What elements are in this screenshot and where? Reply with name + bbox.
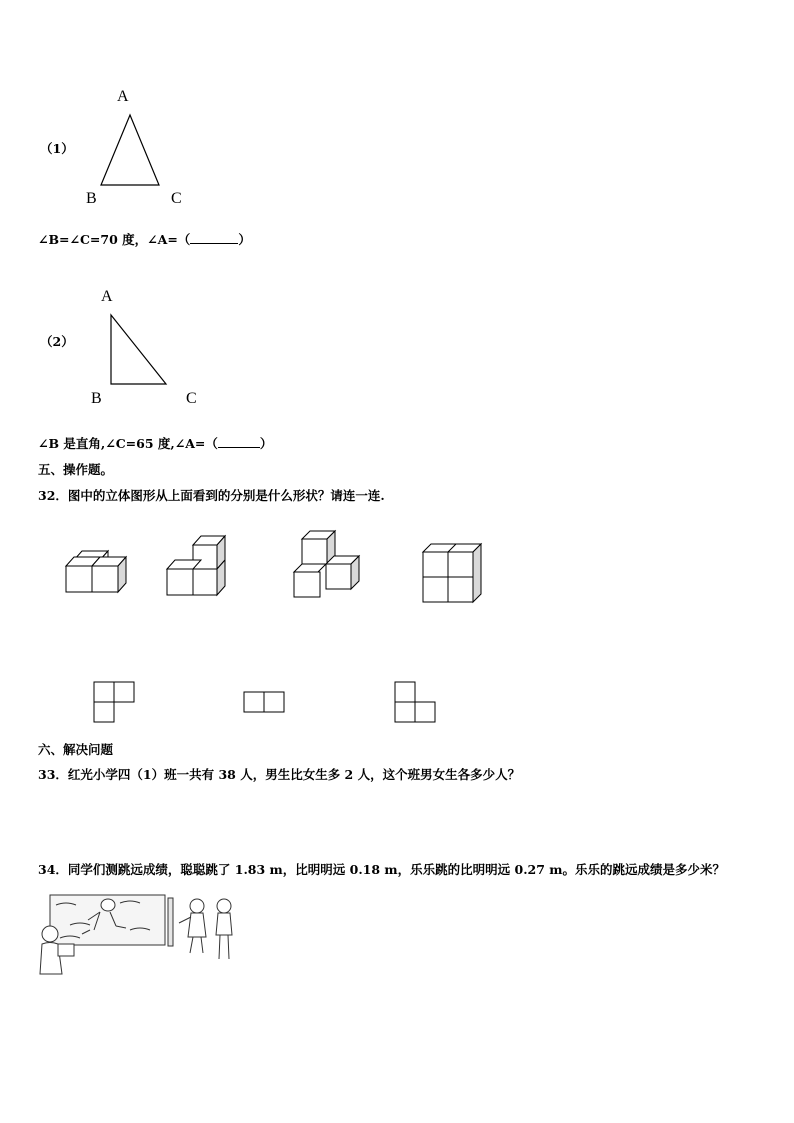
question-33: 33．红光小学四（1）班一共有 38 人，男生比女生多 2 人，这个班男女生各多少人？ <box>38 767 521 782</box>
figure-1-close: ） <box>238 232 251 247</box>
question-32: 32．图中的立体图形从上面看到的分别是什么形状？请连一连. <box>38 488 385 503</box>
figure-1-vertex-a: A <box>117 88 129 105</box>
section-5-heading: 五、操作题。 <box>38 462 114 477</box>
figure-1-condition: ∠B=∠C=70 度，∠A=（ <box>38 232 191 247</box>
figure-2-close: ） <box>259 436 273 451</box>
question-34: 34．同学们测跳远成绩，聪聪跳了 1.83 m，比明明远 0.18 m，乐乐跳的比明明远 0.27 m。乐乐的跳远成绩是多少米？ <box>38 862 726 877</box>
figure-2-vertex-b: B <box>91 390 102 407</box>
figure-2-condition: ∠B 是直角,∠C=65 度,∠A=（ <box>38 436 218 451</box>
figure-1-vertex-b: B <box>86 190 97 207</box>
figure-2-tag: （2） <box>40 334 74 349</box>
figure-1-vertex-c: C <box>171 190 182 207</box>
figure-2-vertex-a: A <box>101 288 113 305</box>
figure-2-vertex-c: C <box>186 390 197 407</box>
section-6-heading: 六、解决问题 <box>38 742 114 757</box>
figure-1-tag: （1） <box>40 141 74 156</box>
